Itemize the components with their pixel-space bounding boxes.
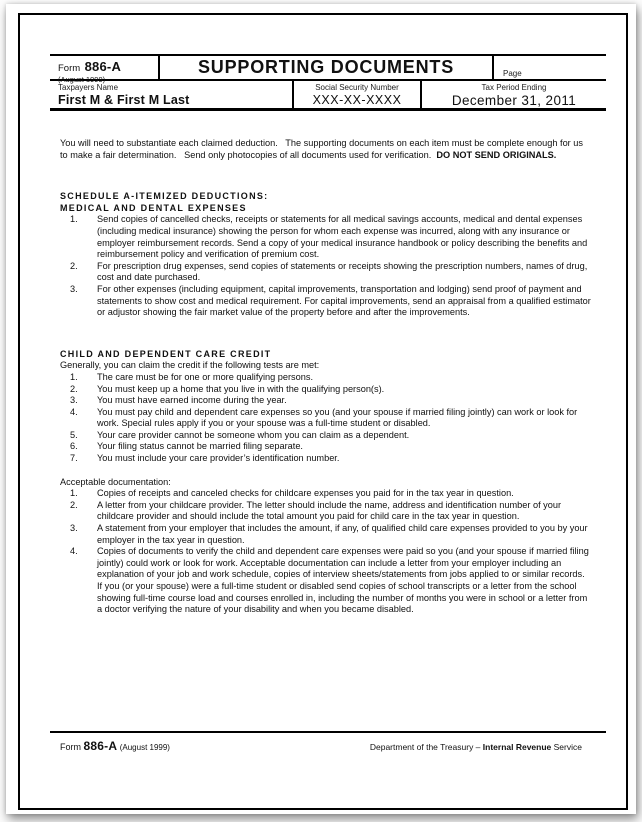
list-item [60, 261, 592, 284]
form-body [60, 138, 592, 616]
list-item-number: 1. [70, 371, 78, 382]
tax-period-cell [422, 81, 606, 108]
list-item [60, 430, 592, 442]
header-row-2 [50, 81, 606, 108]
medical-dental-heading: MEDICAL AND DENTAL EXPENSES [60, 202, 247, 213]
form-header-table [50, 54, 606, 111]
header-row-1 [50, 56, 606, 84]
list-item-number: 1. [70, 488, 78, 499]
list-item [60, 500, 592, 523]
child-care-heading: CHILD AND DEPENDENT CARE CREDIT [60, 348, 272, 359]
list-item [60, 546, 592, 616]
list-item-text: Copies of receipts and canceled checks for childcare expenses you paid for in the tax year in question. [97, 488, 514, 499]
form-revision: (August 1999) [58, 75, 106, 84]
list-item-number: 4. [70, 546, 78, 557]
list-item-number: 3. [70, 523, 78, 534]
list-item-number: 5. [70, 429, 78, 440]
footer-rule [50, 731, 606, 733]
acceptable-doc-heading: Acceptable documentation: [60, 476, 171, 487]
form-word: Form [58, 63, 81, 74]
list-item-number: 4. [70, 406, 78, 417]
taxpayer-name-cell [50, 81, 294, 108]
dept-prefix: Department of the Treasury – [369, 742, 483, 752]
tax-period-label: Tax Period Ending [481, 83, 547, 92]
list-item-number: 7. [70, 453, 78, 464]
list-item [60, 214, 592, 260]
list-item [60, 441, 592, 453]
intro-text: You will need to substantiate each claimed deduction. The supporting documents on each item must be complete enough for us to make a fair determination. Send only photocopies of all documents used for verification. [60, 138, 586, 160]
child-care-tests-list [60, 372, 592, 465]
list-item [60, 453, 592, 465]
do-not-send-originals-text: DO NOT SEND ORIGINALS. [436, 149, 557, 160]
dept-suffix: Service [551, 742, 582, 752]
list-item-text: You must have earned income during the year. [97, 395, 287, 406]
form-footer [50, 731, 606, 753]
list-item [60, 488, 592, 500]
list-item-number: 1. [70, 214, 78, 225]
list-item-text: A letter from your childcare provider. The letter should include the name, address and identification number of your childcare provider and should include the total amount you paid for child care in the tax year in question. [97, 499, 562, 522]
intro-paragraph [60, 138, 592, 161]
page-label: Page [503, 69, 522, 78]
list-item-number: 3. [70, 283, 78, 294]
form-title-cell [160, 56, 494, 79]
acceptable-doc-list [60, 488, 592, 616]
child-care-intro: Generally, you can claim the credit if the following tests are met: [60, 360, 320, 371]
page-cell [494, 56, 606, 79]
form-number-line [58, 58, 158, 76]
list-item [60, 523, 592, 546]
list-item [60, 395, 592, 407]
footer-department [370, 742, 582, 752]
list-item-text: You must include your care provider’s identification number. [97, 453, 340, 464]
form-number-cell [50, 56, 160, 84]
footer-form-number: 886-A [83, 739, 118, 753]
scanned-form-page [6, 4, 636, 814]
list-item-text: Send copies of cancelled checks, receipts or statements for all medical savings accounts, medical and dental expenses (including medical insurance) showing the person for whom each expense was incurred, along with any insurance or employer reimbursement records. Send a copy of your medical insurance handbook or policy describing the benefits and reimbursement policy and verification of premium cost. [97, 214, 588, 260]
list-item-text: For prescription drug expenses, send copies of statements or receipts showing the prescription numbers, names of drug, cost and date purchased. [97, 260, 588, 283]
list-item-number: 6. [70, 441, 78, 452]
list-item-text: Copies of documents to verify the child and dependent care expenses were paid so you (and your spouse if married filing jointly) could work or look for work. Acceptable documentation can include a letter from your employer including an explanation of your job and work schedule, copies of interview sheets/statements from jobs applied to or similar records. If you (or your spouse) were a full-time student or disabled send copies of school transcripts or a letter from the school showing full-time course load and courses enrolled in, including the number of months you were in school or a letter from a doctor verifying the nature of your disability and when you became disabled. [97, 546, 589, 615]
form-title: SUPPORTING DOCUMENTS [197, 57, 454, 77]
ssn-value: XXX-XX-XXXX [312, 93, 402, 107]
list-item-number: 2. [70, 260, 78, 271]
tax-period-value: December 31, 2011 [451, 93, 577, 108]
list-item-text: A statement from your employer that includes the amount, if any, of qualified child care expenses provided to you by your employer in the tax year in question. [97, 523, 588, 545]
list-item-text: You must keep up a home that you live in with the qualifying person(s). [97, 383, 385, 394]
list-item-number: 2. [70, 383, 78, 394]
list-item-text: You must pay child and dependent care expenses so you (and your spouse if married filing jointly) can work or look for work. Special rules apply if you or your spouse was a full-time student or disabled. [97, 406, 578, 429]
ssn-cell [294, 81, 422, 108]
footer-form-id [60, 739, 170, 753]
form-border [18, 13, 628, 810]
list-item-number: 2. [70, 499, 78, 510]
list-item [60, 384, 592, 396]
taxpayer-name-value: First M & First M Last [58, 93, 190, 107]
list-item [60, 407, 592, 430]
footer-form-word: Form [60, 742, 81, 752]
medical-dental-list [60, 214, 592, 318]
schedule-a-heading: SCHEDULE A-ITEMIZED DEDUCTIONS: [60, 191, 269, 202]
taxpayer-name-label: Taxpayers Name [58, 83, 119, 92]
footer-form-revision: (August 1999) [119, 743, 170, 752]
list-item-text: Your filing status cannot be married filing separate. [97, 441, 303, 452]
list-item-text: The care must be for one or more qualifying persons. [97, 371, 314, 382]
list-item [60, 284, 592, 319]
list-item-text: Your care provider cannot be someone whom you can claim as a dependent. [97, 429, 410, 440]
form-number: 886-A [84, 59, 122, 74]
list-item-number: 3. [70, 395, 78, 406]
list-item [60, 372, 592, 384]
ssn-label: Social Security Number [315, 83, 399, 92]
list-item-text: For other expenses (including equipment, capital improvements, transportation and lodging) send proof of payment and statements to show cost and medical requirement. For capital improvements, send an appraisal from a qualified estimator or adjustor showing the fair market value of the property before and after the improvements. [97, 283, 591, 318]
footer-text [50, 739, 606, 753]
dept-bold: Internal Revenue [482, 742, 552, 752]
